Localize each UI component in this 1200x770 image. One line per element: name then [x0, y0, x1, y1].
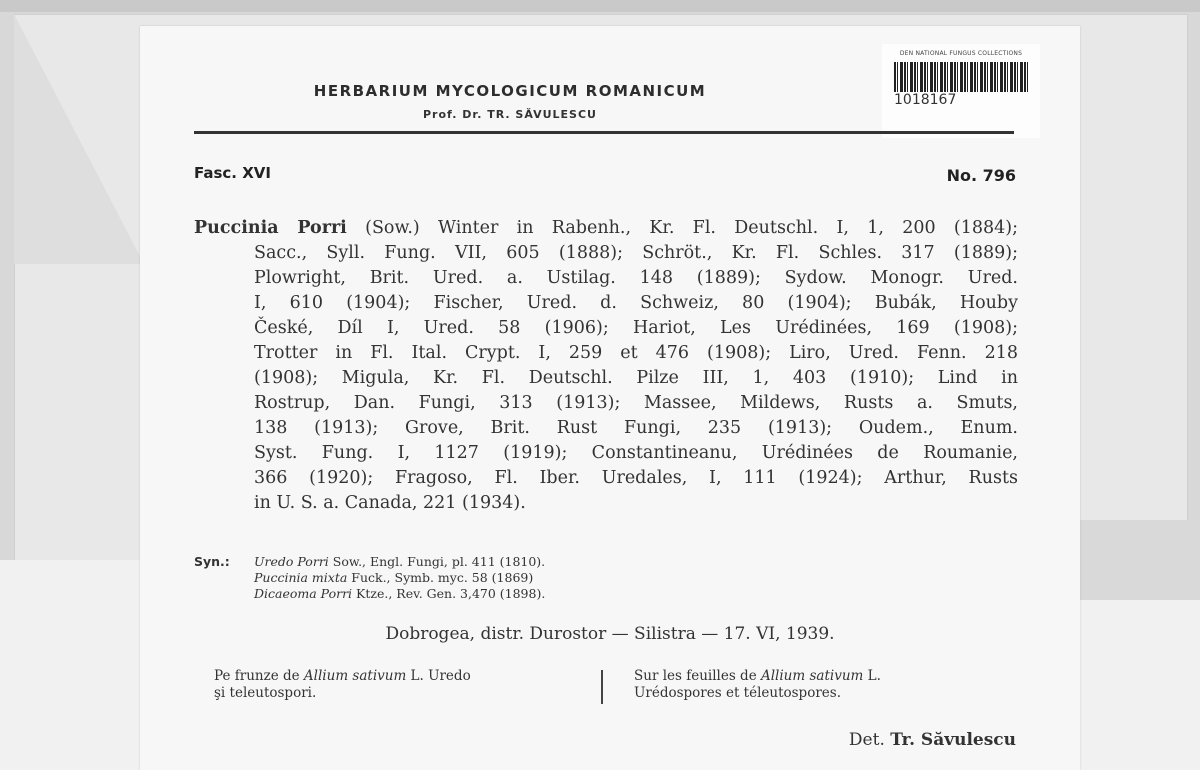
citation-line: Sacc., Syll. Fung. VII, 605 (1888); Schröt., Kr. Fl. Schles. 317 (1889); [254, 243, 1018, 263]
host-divider [601, 670, 603, 704]
determiner: Det. Tr. Săvulescu [848, 730, 1016, 750]
synonym-name: Dicaeoma Porri [254, 586, 353, 601]
citation-line: Plowright, Brit. Ured. a. Ustilag. 148 (1889); Sydow. Monogr. Ured. [254, 268, 1018, 288]
host-romanian: Pe frunze de Allium sativum L. Uredo şi teleutospori. [214, 668, 471, 701]
background-right [1080, 520, 1200, 600]
citation-line: Puccinia Porri (Sow.) Winter in Rabenh., Kr. Fl. Deutschl. I, 1, 200 (1884); [194, 218, 1018, 238]
citation-line: (1908); Migula, Kr. Fl. Deutschl. Pilze III, 1, 403 (1910); Lind in [254, 368, 1018, 388]
host-species: Allium sativum [760, 668, 864, 684]
synonyms-label: Syn.: [194, 554, 230, 569]
synonym-row [194, 554, 545, 570]
barcode-icon [894, 62, 1030, 92]
citation-line: České, Díl I, Ured. 58 (1906); Hariot, Les Urédinées, 169 (1908); [254, 318, 1018, 338]
background-top [0, 0, 1200, 12]
specimen-number: No. 796 [946, 166, 1016, 185]
herbarium-title: HERBARIUM MYCOLOGICUM ROMANICUM [313, 82, 707, 100]
synonym-name: Puccinia mixta [254, 570, 348, 585]
header-rule [194, 131, 1014, 134]
citation-line: Syst. Fung. I, 1127 (1919); Constantineanu, Urédinées de Roumanie, [254, 443, 1018, 463]
citation-line: Trotter in Fl. Ital. Crypt. I, 259 et 476 (1908); Liro, Ured. Fenn. 218 [254, 343, 1018, 363]
synonym-reference: Sow., Engl. Fungi, pl. 411 (1810). [328, 554, 546, 569]
citation-line: Rostrup, Dan. Fungi, 313 (1913); Massee, Mildews, Rusts a. Smuts, [254, 393, 1018, 413]
synonym-row [194, 570, 545, 586]
host-french: Sur les feuilles de Allium sativum L. Urédospores et téleutospores. [634, 668, 881, 701]
species-name: Puccinia Porri [194, 218, 347, 238]
fascicle-label: Fasc. XVI [194, 164, 271, 182]
envelope-flap [14, 14, 144, 264]
citation-line: 138 (1913); Grove, Brit. Rust Fungi, 235 (1913); Oudem., Enum. [254, 418, 1018, 438]
citation-line: I, 610 (1904); Fischer, Ured. d. Schweiz, 80 (1904); Bubák, Houby [254, 293, 1018, 313]
barcode-number: 1018167 [894, 92, 957, 108]
synonym-reference: Ktze., Rev. Gen. 3,470 (1898). [352, 586, 546, 601]
citation-line: 366 (1920); Fragoso, Fl. Iber. Uredales, I, 111 (1924); Arthur, Rusts [254, 468, 1018, 488]
host-species: Allium sativum [303, 668, 407, 684]
citation-line: in U. S. a. Canada, 221 (1934). [254, 493, 526, 513]
determiner-name: Tr. Săvulescu [890, 730, 1016, 750]
herbarium-director: Prof. Dr. TR. SĂVULESCU [422, 108, 597, 121]
synonym-name: Uredo Porri [254, 554, 329, 569]
barcode-caption: DEN NATIONAL FUNGUS COLLECTIONS [899, 50, 1023, 57]
synonym-row [194, 586, 545, 602]
citation-block [194, 216, 1018, 516]
herbarium-label [140, 26, 1080, 770]
synonym-reference: Fuck., Symb. myc. 58 (1869) [347, 570, 534, 585]
barcode-sticker [882, 44, 1040, 138]
locality: Dobrogea, distr. Durostor — Silistra — 17. VI, 1939. [385, 624, 835, 644]
synonyms-block [194, 554, 545, 602]
